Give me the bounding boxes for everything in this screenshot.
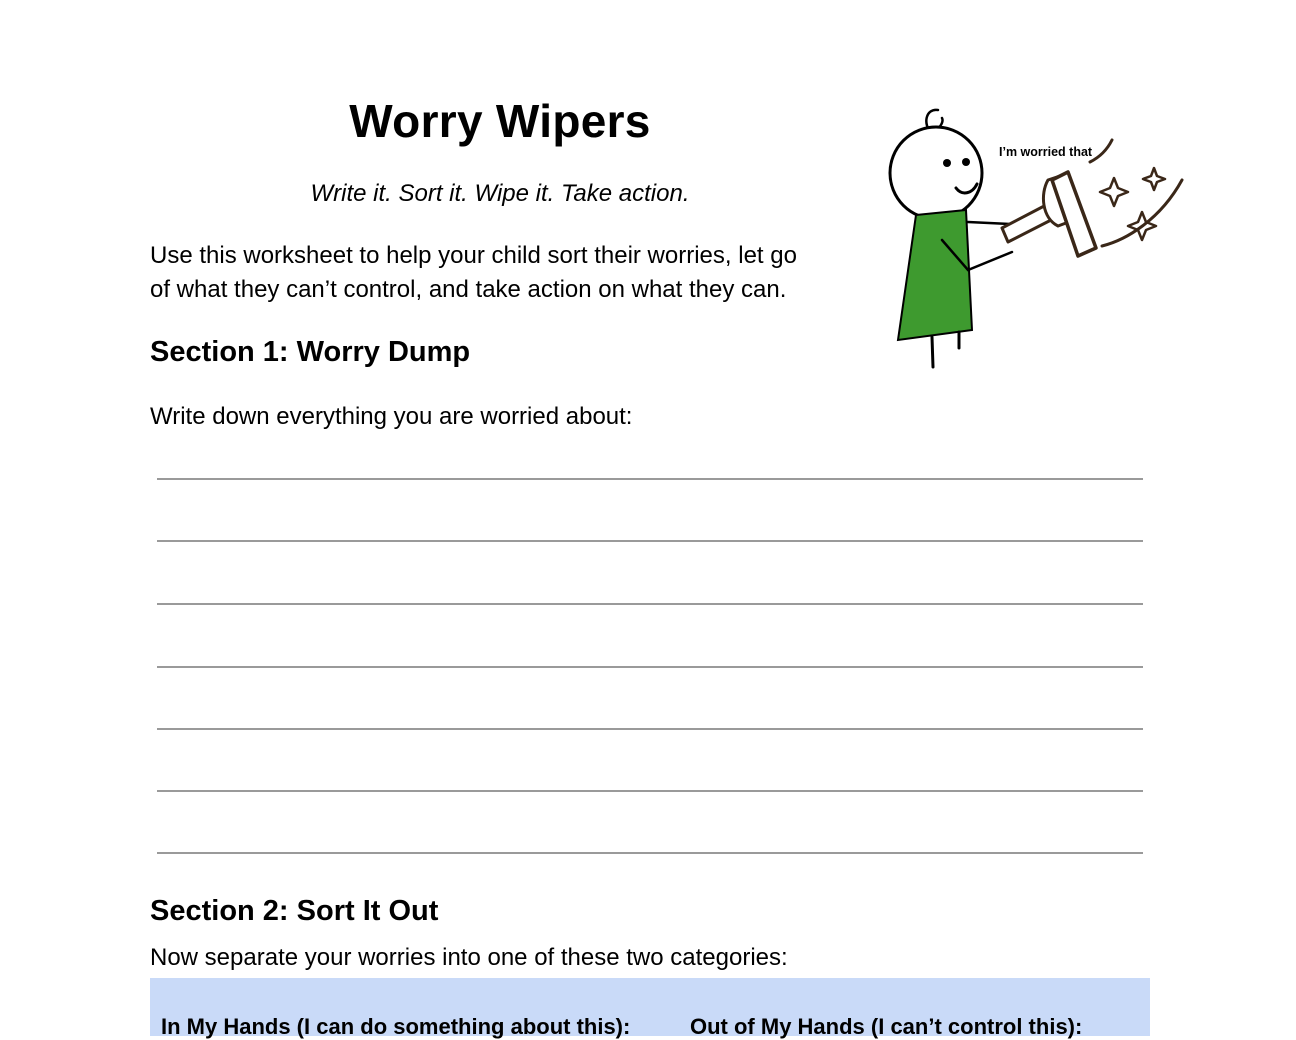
writing-line[interactable] bbox=[157, 666, 1143, 668]
section-2-heading: Section 2: Sort It Out bbox=[150, 895, 439, 927]
worksheet-tagline: Write it. Sort it. Wipe it. Take action. bbox=[310, 180, 690, 207]
writing-line[interactable] bbox=[157, 852, 1143, 854]
intro-paragraph bbox=[150, 239, 870, 307]
motion-line-upper-icon bbox=[1090, 140, 1112, 162]
arm-upper-icon bbox=[968, 222, 1010, 224]
green-shirt-icon bbox=[898, 210, 972, 340]
section-1-heading: Section 1: Worry Dump bbox=[150, 336, 471, 368]
eye-right-icon bbox=[962, 158, 970, 166]
sparkle-icon bbox=[1143, 168, 1165, 190]
intro-line-1: Use this worksheet to help your child sort their worries, let go bbox=[150, 242, 797, 269]
head-icon bbox=[890, 127, 982, 219]
writing-line[interactable] bbox=[157, 603, 1143, 605]
leg-left-icon bbox=[932, 337, 933, 367]
writing-line[interactable] bbox=[157, 540, 1143, 542]
speech-text: I’m worried that bbox=[999, 145, 1093, 159]
column-header-in-my-hands: In My Hands (I can do something about this): bbox=[161, 1014, 631, 1039]
stick-figure-wiping-illustration bbox=[880, 100, 1190, 375]
column-header-out-of-my-hands: Out of My Hands (I can’t control this): bbox=[690, 1014, 1083, 1039]
sparkle-icon bbox=[1100, 178, 1128, 206]
writing-line[interactable] bbox=[157, 728, 1143, 730]
writing-line[interactable] bbox=[157, 478, 1143, 480]
eye-left-icon bbox=[943, 159, 951, 167]
section-2-prompt: Now separate your worries into one of these two categories: bbox=[150, 944, 788, 971]
writing-line[interactable] bbox=[157, 790, 1143, 792]
worksheet-title: Worry Wipers bbox=[349, 95, 651, 147]
section-1-prompt: Write down everything you are worried about: bbox=[150, 403, 633, 430]
intro-line-2: of what they can’t control, and take action on what they can. bbox=[150, 276, 787, 303]
